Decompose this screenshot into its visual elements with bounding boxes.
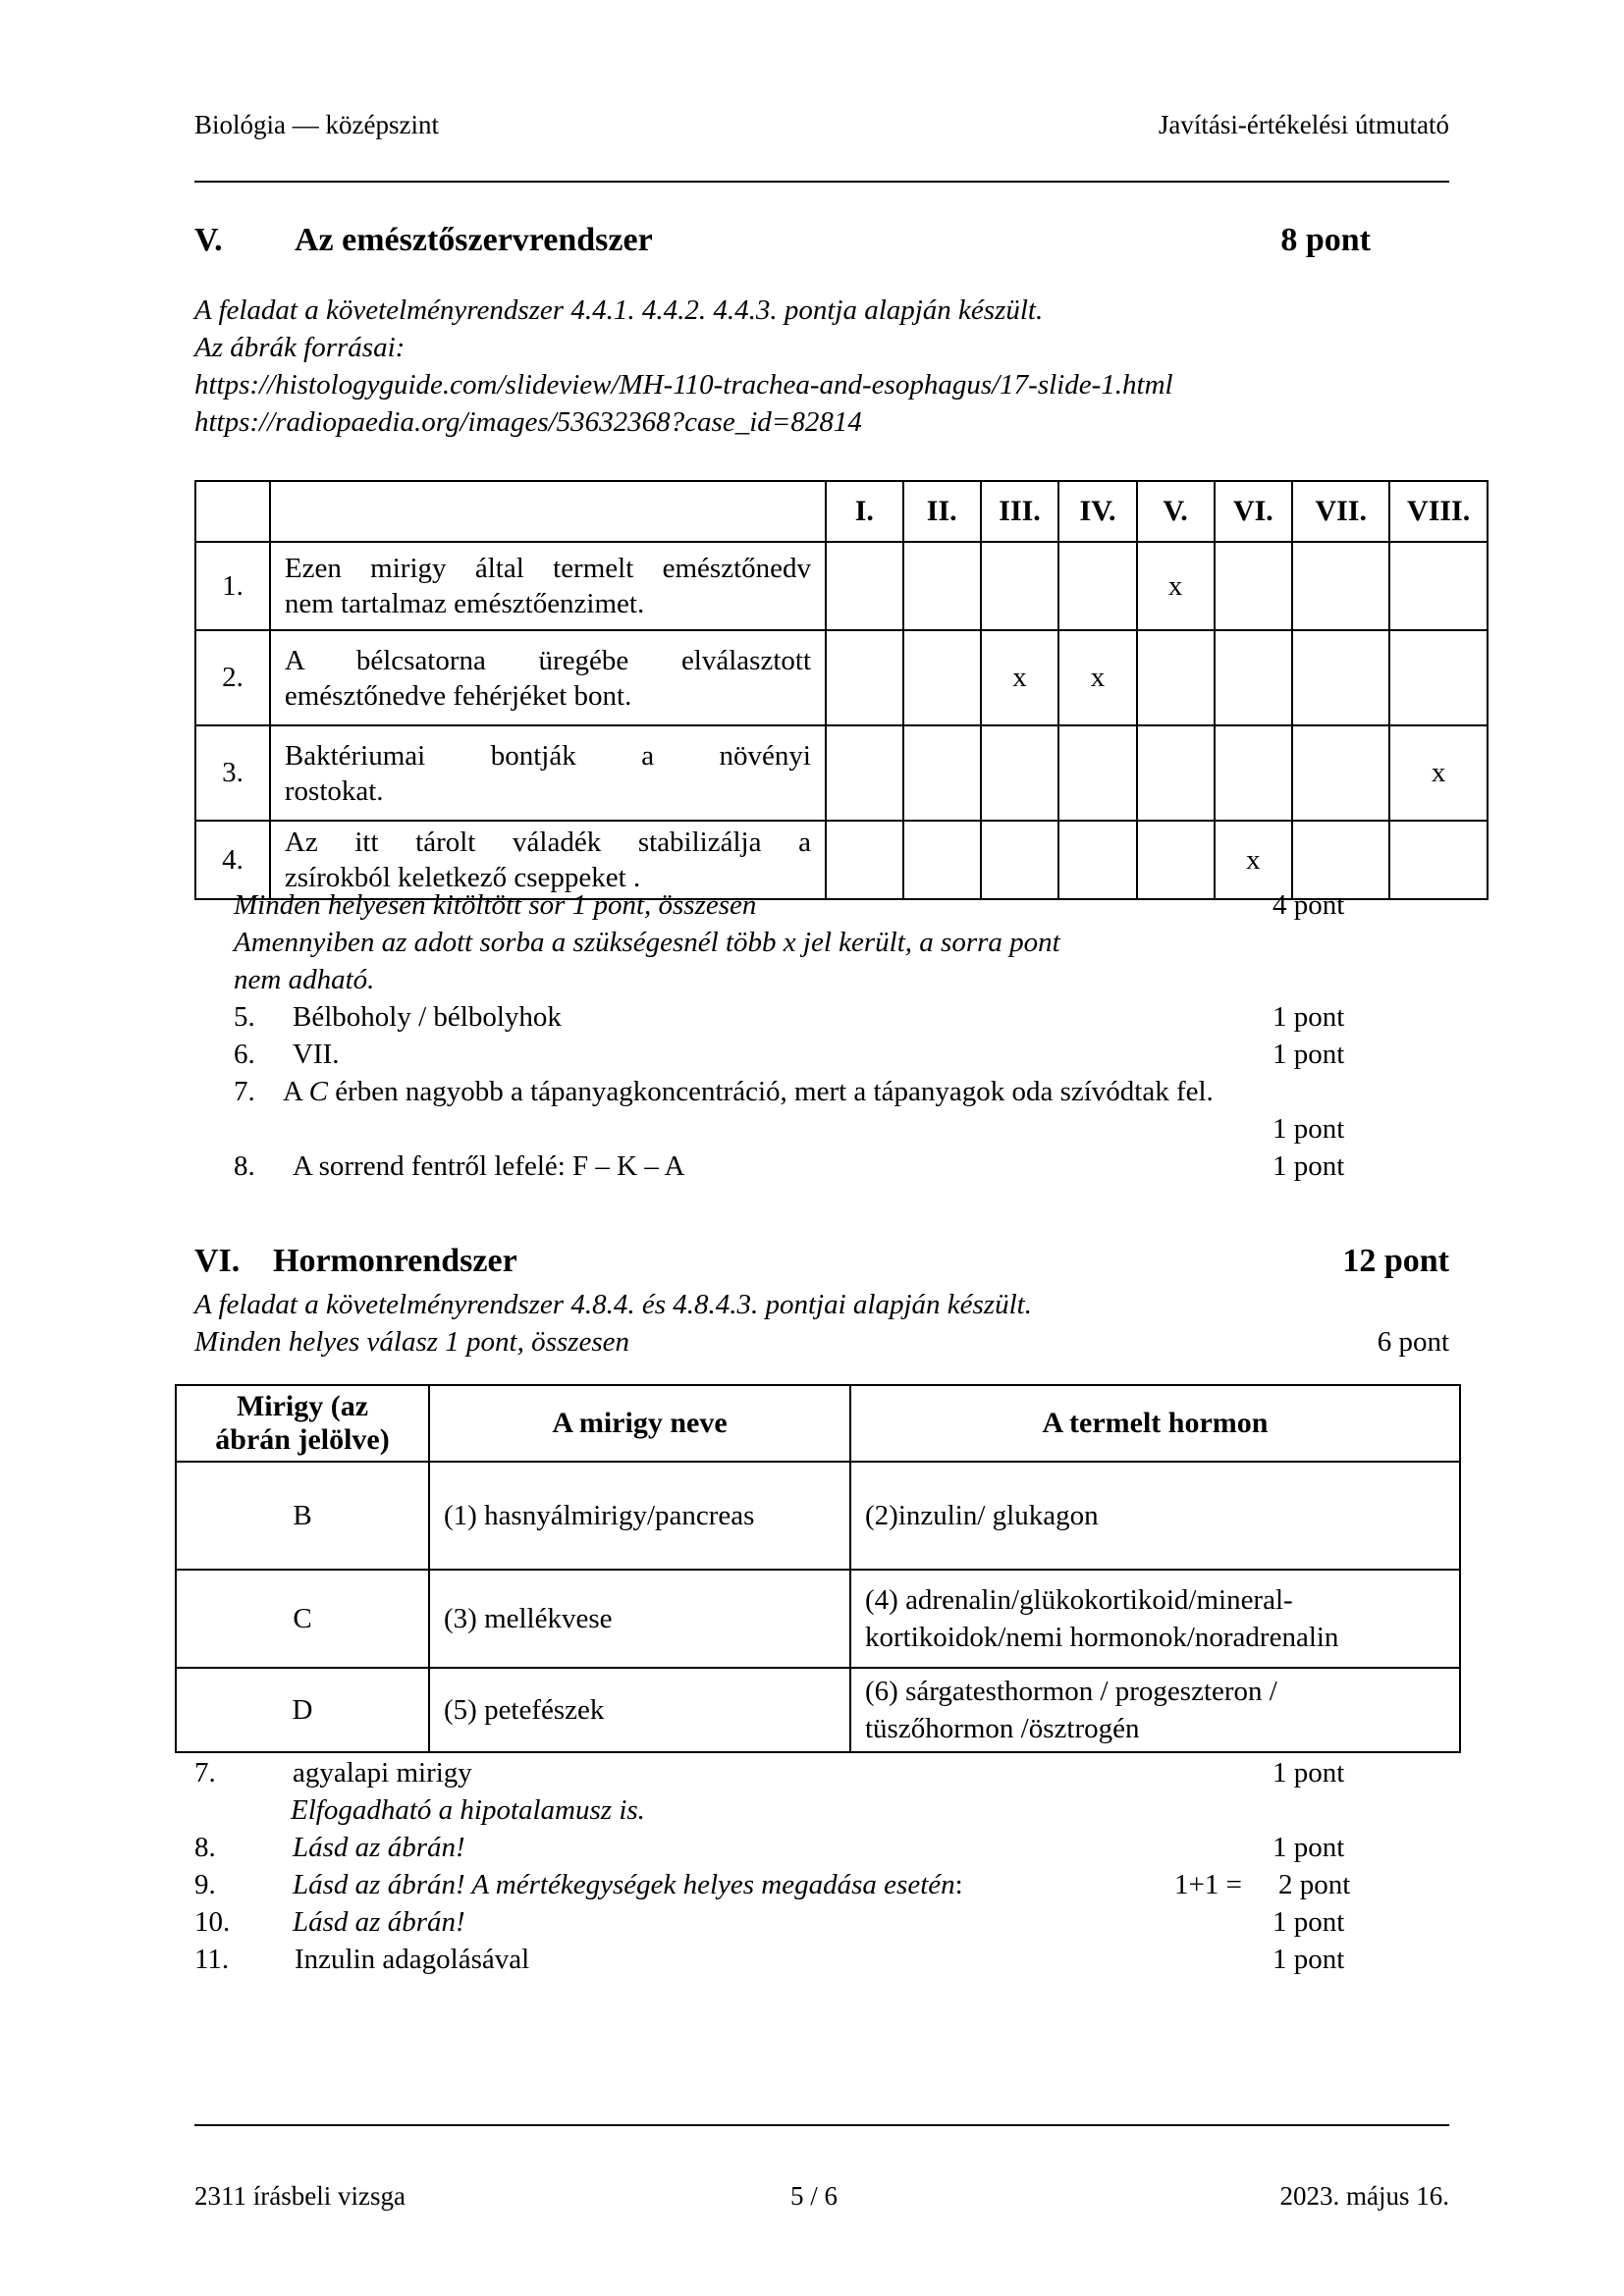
answer-text [293,1866,963,1903]
row-number: 2. [195,630,270,725]
column-header: VI. [1215,481,1293,542]
column-header-line: ábrán jelölve) [215,1423,390,1456]
answer-text-italic: Lásd az ábrán! A mértékegységek helyes megadása esetén [293,1869,955,1900]
answer-text-part: : [954,1869,963,1900]
hormone-line: tüszőhormon /ösztrogén [865,1713,1140,1744]
mark-cell [1292,542,1389,630]
row-description [270,630,826,725]
column-header: I. [826,481,903,542]
column-header: II. [903,481,981,542]
mark-cell [1292,725,1389,821]
table-row [195,725,1488,821]
mark-cell [826,630,903,725]
answer-points: 1 pont [1272,1944,1345,1975]
section5-intro-line: A feladat a követelményrendszer 4.4.1. 4.4.2. 4.4.3. pontja alapján készült. [194,294,1044,326]
hormone-line: (2)inzulin/ glukagon [865,1500,1099,1531]
answer-number: 5. [234,1001,255,1033]
answer-text-italic: C [308,1076,328,1107]
answer-number: 9. [194,1869,216,1900]
table-row [176,1462,1460,1570]
section6-points: 12 pont [1342,1243,1449,1279]
answer-points: 2 pont [1278,1869,1351,1900]
section5-number: V. [194,222,223,258]
mark-cell [903,821,981,899]
answer-text-part: A [283,1076,309,1107]
mark-cell [903,542,981,630]
answer-points: 1 pont [1272,1113,1345,1145]
mark-cell [981,821,1059,899]
section6-title: Hormonrendszer [273,1243,517,1279]
answer-text: agyalapi mirigy [293,1757,472,1789]
answer-points: 1 pont [1272,1832,1345,1863]
answer-number: 7. [194,1757,216,1789]
row-description [270,725,826,821]
column-header-line: Mirigy (az [236,1390,369,1422]
answer-text: Inzulin adagolásával [295,1944,530,1975]
answer-text: A sorrend fentről lefelé: F – K – A [293,1150,685,1182]
answer-calculation: 1+1 = [1174,1869,1242,1900]
mark-cell: x [1137,542,1215,630]
table-row [195,630,1488,725]
answer-points: 1 pont [1272,1757,1345,1789]
footer-date: 2023. május 16. [1279,2181,1449,2211]
row-number: 3. [195,725,270,821]
column-header: A termelt hormon [850,1385,1460,1462]
hormone-line: kortikoidok/nemi hormonok/noradrenalin [865,1622,1339,1653]
section5-scoring-warning: Amennyiben az adott sorba a szükségesnél több x jel került, a sorra pont [234,927,1060,958]
column-header: IV. [1058,481,1136,542]
mark-cell: x [981,630,1059,725]
hormone-line: (6) sárgatesthormon / progeszteron / [865,1676,1277,1707]
table-header-row [195,481,1488,542]
mark-cell [1215,630,1293,725]
mark-cell [1292,630,1389,725]
footer-left: 2311 írásbeli vizsga [194,2181,406,2211]
column-header: VIII. [1389,481,1488,542]
answer-text: Bélboholy / bélbolyhok [293,1001,562,1033]
mark-cell [826,821,903,899]
row-description-line: rostokat. [284,774,384,807]
row-number: 4. [195,821,270,899]
answer-points: 1 pont [1272,1039,1345,1070]
section5-scoring-warning: nem adható. [234,964,375,995]
section6-scoring-points: 6 pont [1377,1326,1449,1358]
answer-number: 10. [194,1906,231,1938]
section5-sources-label: Az ábrák forrásai: [194,332,406,363]
answer-number: 6. [234,1039,255,1070]
hormone [850,1462,1460,1570]
gland-letter: B [176,1462,429,1570]
mark-cell [1058,725,1136,821]
row-description-line: Baktériumai bontják a növényi [284,739,811,772]
footer-rule [194,2124,1449,2126]
answer-text [283,1073,1214,1110]
gland-name: (1) hasnyálmirigy/pancreas [429,1462,850,1570]
mark-cell [1389,821,1488,899]
gland-letter: D [176,1668,429,1752]
mark-cell [1137,821,1215,899]
mark-cell [1137,630,1215,725]
section6-number: VI. [194,1243,241,1279]
row-description-line: A bélcsatorna üregébe elválasztott [284,644,811,676]
section5-scoring-note: Minden helyesen kitöltött sor 1 pont, összesen [234,889,757,921]
mark-cell [1137,725,1215,821]
hormone-line: (4) adrenalin/glükokortikoid/mineral- [865,1584,1293,1616]
mark-cell [1058,542,1136,630]
table-desc-header-cell [270,481,826,542]
answer-text: Lásd az ábrán! [293,1906,465,1938]
mark-cell [1058,821,1136,899]
mark-cell: x [1058,630,1136,725]
hormone [850,1668,1460,1752]
answer-note: Elfogadható a hipotalamusz is. [291,1794,645,1826]
row-description [270,542,826,630]
mark-cell [903,725,981,821]
row-number: 1. [195,542,270,630]
section6-gland-table [175,1384,1461,1753]
answer-points: 1 pont [1272,1906,1345,1938]
answer-text: Lásd az ábrán! [293,1832,465,1863]
answer-text-part: érben nagyobb a tápanyagkoncentráció, mert a tápanyagok oda szívódtak fel. [327,1076,1214,1107]
answer-number: 8. [194,1832,216,1863]
section6-intro: A feladat a követelményrendszer 4.8.4. és 4.8.4.3. pontjai alapján készült. [194,1289,1032,1320]
section5-source-link[interactable]: https://histologyguide.com/slideview/MH-110-trachea-and-esophagus/17-slide-1.html [194,369,1173,400]
answer-number: 8. [234,1150,255,1182]
gland-letter: C [176,1570,429,1668]
row-description-line: emésztőnedve fehérjéket bont. [284,679,632,712]
answer-text: VII. [293,1039,340,1070]
gland-name: (3) mellékvese [429,1570,850,1668]
answer-points: 1 pont [1272,1001,1345,1033]
mark-cell [1389,542,1488,630]
hormone [850,1570,1460,1668]
table-row [176,1668,1460,1752]
page-number: 5 / 6 [790,2181,839,2211]
row-description-line: nem tartalmaz emésztőenzimet. [284,588,645,619]
mark-cell: x [1215,821,1293,899]
table-row [195,542,1488,630]
mark-cell [826,542,903,630]
row-description-line: zsírokból keletkező cseppeket . [284,862,641,893]
header-rule [194,181,1449,183]
answer-number: 11. [194,1944,230,1975]
section5-answer-table [194,480,1489,900]
mark-cell [903,630,981,725]
mark-cell [981,542,1059,630]
mark-cell [981,725,1059,821]
column-header: V. [1137,481,1215,542]
section5-title: Az emésztőszervrendszer [295,222,653,258]
mark-cell [1215,542,1293,630]
mark-cell [1215,725,1293,821]
row-description-line: Az itt tárolt váladék stabilizálja a [284,827,811,858]
column-header: III. [981,481,1059,542]
row-description-line: Ezen mirigy által termelt emésztőnedv [284,553,811,584]
header-right: Javítási-értékelési útmutató [1158,110,1449,139]
answer-number: 7. [234,1076,255,1107]
answer-points: 1 pont [1272,1150,1345,1182]
table-header-row [176,1385,1460,1462]
section5-source-link[interactable]: https://radiopaedia.org/images/53632368?case_id=82814 [194,406,862,438]
gland-name: (5) petefészek [429,1668,850,1752]
table-corner-cell [195,481,270,542]
column-header: VII. [1292,481,1389,542]
table-row [176,1570,1460,1668]
column-header: A mirigy neve [429,1385,850,1462]
section6-scoring-note: Minden helyes válasz 1 pont, összesen [194,1326,629,1358]
section5-scoring-points: 4 pont [1272,889,1345,921]
header-left: Biológia — középszint [194,110,439,139]
column-header [176,1385,429,1462]
mark-cell: x [1389,725,1488,821]
mark-cell [1389,630,1488,725]
mark-cell [826,725,903,821]
section5-points: 8 pont [1280,222,1371,258]
